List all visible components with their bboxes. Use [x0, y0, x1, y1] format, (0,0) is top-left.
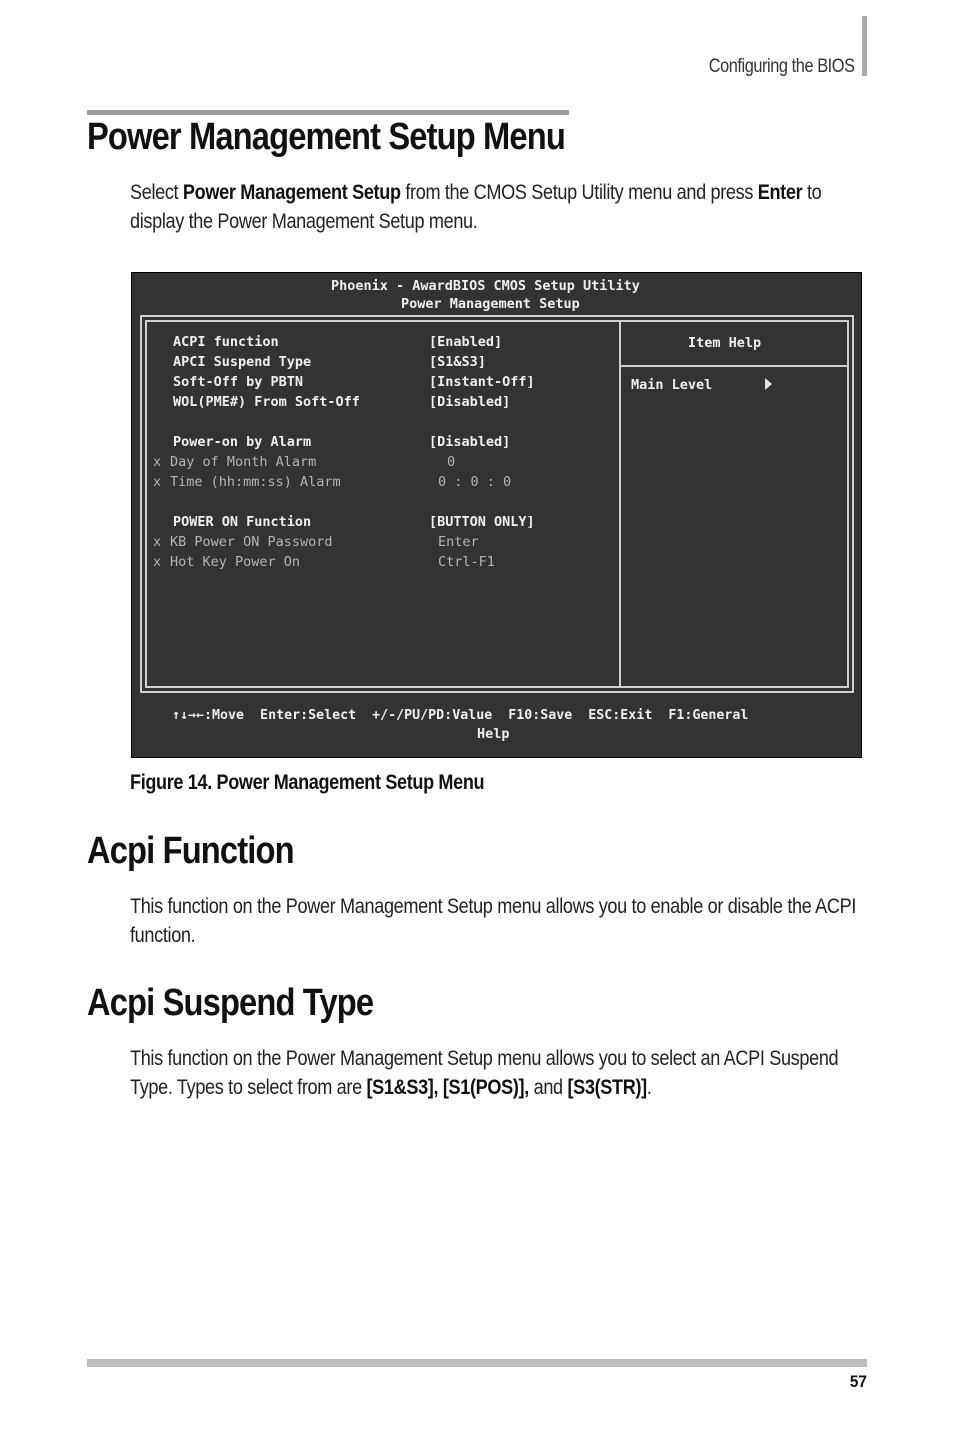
bios-footer-keys: ↑↓→←:Move Enter:Select +/-/PU/PD:Value F10:Save ESC:Exit F1:General	[172, 708, 749, 723]
bios-item-label[interactable]: APCI Suspend Type	[173, 354, 312, 370]
intro-bold-enter: Enter	[757, 181, 803, 204]
bios-item-value: Enter	[438, 534, 479, 550]
bios-item-value: 0 : 0 : 0	[438, 474, 512, 490]
intro-text-1: Select	[130, 181, 183, 204]
bios-item-value: 0	[447, 454, 456, 470]
acpi-suspend-paragraph	[130, 1044, 863, 1102]
section-title-acpi-suspend-type: Acpi Suspend Type	[87, 982, 374, 1024]
page-number: 57	[849, 1372, 867, 1391]
suspend-bold-types: [S1&S3], [S1(POS)],	[366, 1076, 529, 1099]
bios-item-label: Day of Month Alarm	[170, 454, 317, 470]
running-head-bar	[862, 16, 867, 76]
suspend-text-3: .	[646, 1076, 652, 1099]
bios-title: Phoenix - AwardBIOS CMOS Setup Utility	[331, 278, 640, 294]
bios-item-value[interactable]: [Instant-Off]	[429, 374, 535, 390]
bottom-rule	[87, 1359, 867, 1367]
bios-item-disabled-marker: x	[153, 454, 162, 470]
bios-item-label[interactable]: ACPI function	[173, 334, 279, 350]
section-title-power-management: Power Management Setup Menu	[87, 116, 565, 158]
bios-subtitle: Power Management Setup	[401, 296, 580, 312]
top-rule	[87, 110, 569, 115]
bios-item-label[interactable]: WOL(PME#) From Soft-Off	[173, 394, 360, 410]
suspend-bold-str: [S3(STR)]	[567, 1076, 647, 1099]
bios-screenshot	[131, 272, 862, 758]
bios-item-value[interactable]: [Disabled]	[429, 394, 511, 410]
suspend-text-2: and	[528, 1076, 568, 1099]
bios-item-value[interactable]: [BUTTON ONLY]	[429, 514, 535, 530]
triangle-right-icon	[765, 378, 772, 390]
bios-footer-help: Help	[477, 726, 510, 742]
bios-item-value[interactable]: [S1&S3]	[429, 354, 486, 370]
bios-help-divider	[619, 320, 621, 688]
suspend-text-1: This function on the Power Management Setup menu allows you to select an ACPI Suspend Type. Types to select from are	[130, 1047, 839, 1099]
bios-item-value[interactable]: [Enabled]	[429, 334, 503, 350]
bios-item-disabled-marker: x	[153, 474, 162, 490]
bios-help-title: Item Help	[688, 335, 762, 351]
bios-help-level: Main Level	[631, 377, 713, 393]
running-head: Configuring the BIOS	[709, 56, 855, 77]
figure-caption: Figure 14. Power Management Setup Menu	[130, 771, 485, 794]
section-title-acpi-function: Acpi Function	[87, 830, 294, 872]
bios-item-label[interactable]: Power-on by Alarm	[173, 434, 312, 450]
bios-item-label: KB Power ON Password	[170, 534, 333, 550]
bios-item-value[interactable]: [Disabled]	[429, 434, 511, 450]
bios-item-label[interactable]: Soft-Off by PBTN	[173, 374, 304, 390]
bios-item-disabled-marker: x	[153, 554, 162, 570]
bios-item-disabled-marker: x	[153, 534, 162, 550]
acpi-function-paragraph: This function on the Power Management Setup menu allows you to enable or disable the ACPI function.	[130, 895, 857, 947]
bios-help-header-divider	[621, 365, 847, 367]
bios-item-label: Hot Key Power On	[170, 554, 301, 570]
intro-bold-menu: Power Management Setup	[182, 181, 401, 204]
bios-item-value: Ctrl-F1	[438, 554, 495, 570]
intro-paragraph	[130, 178, 863, 236]
intro-text-3: to display the Power Management Setup menu.	[130, 181, 822, 233]
bios-item-label: Time (hh:mm:ss) Alarm	[170, 474, 341, 490]
intro-text-2: from the CMOS Setup Utility menu and press	[400, 181, 758, 204]
bios-item-label[interactable]: POWER ON Function	[173, 514, 312, 530]
